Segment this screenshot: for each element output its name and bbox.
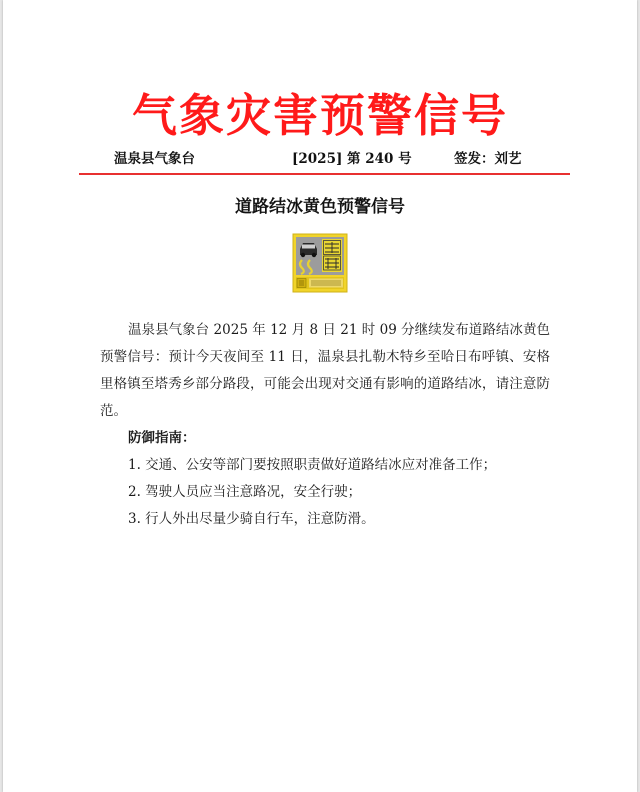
warning-title: 道路结冰黄色预警信号 <box>235 197 405 217</box>
header-divider <box>79 173 570 175</box>
document-number: [2025] 第 240 号 <box>292 151 412 167</box>
road-icing-yellow-warning-icon <box>292 233 348 293</box>
warning-body-paragraph: 温泉县气象台 2025 年 12 月 8 日 21 时 09 分继续发布道路结冰黄色预警信号：预计今天夜间至 11 日，温泉县扎勒木特乡至哈日布呼镇、安格里格镇至塔秀乡部分路段，可能会出现对交通有影响的道路结冰，请注意防范。 <box>100 322 550 419</box>
issuer-label: 温泉县气象台 <box>114 151 195 167</box>
signer-label: 签发：刘艺 <box>454 151 522 167</box>
warning-content <box>100 317 550 533</box>
guide-item: 2. 驾驶人员应当注意路况，安全行驶； <box>128 484 362 500</box>
guide-item: 1. 交通、公安等部门要按照职责做好道路结冰应对准备工作； <box>128 457 497 473</box>
guide-item: 3. 行人外出尽量少骑自行车，注意防滑。 <box>128 511 375 527</box>
guide-heading: 防御指南： <box>128 430 196 446</box>
document-title: 气象灾害预警信号 <box>131 89 508 142</box>
